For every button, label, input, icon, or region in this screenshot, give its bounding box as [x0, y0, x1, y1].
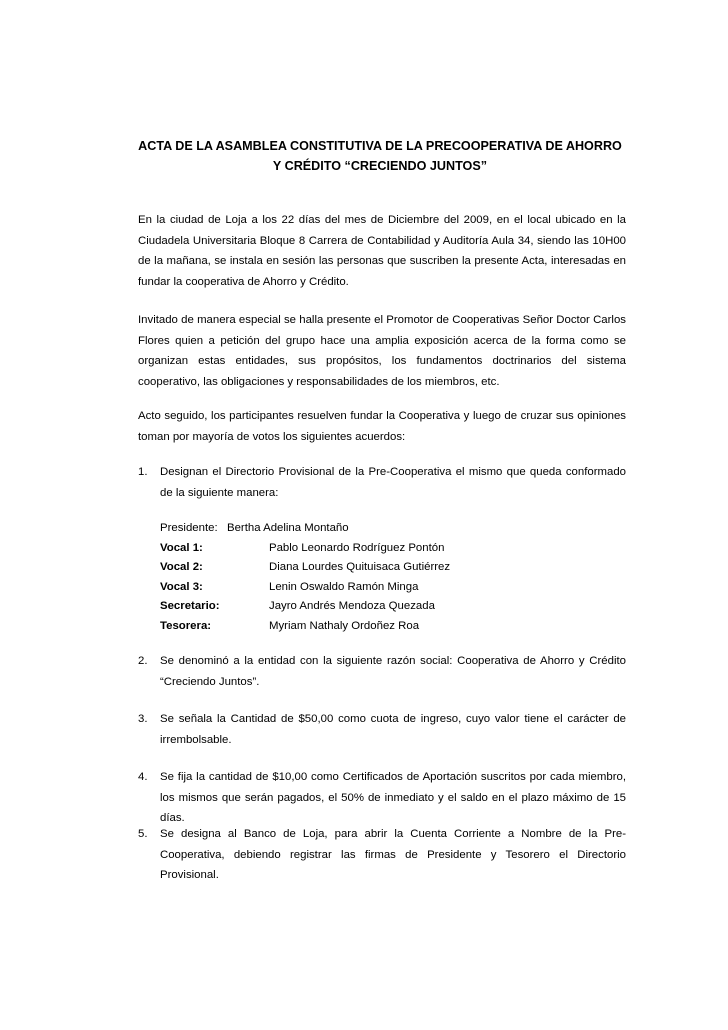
document-title-line-2: Y CRÉDITO “CRECIENDO JUNTOS”	[272, 159, 488, 173]
board-member-name: Lenin Oswaldo Ramón Minga	[269, 580, 419, 593]
agreement-number: 3.	[138, 713, 148, 725]
agreement-text: Designan el Directorio Provisional de la Pre-Cooperativa el mismo que queda conformado de la siguiente manera:	[160, 466, 626, 499]
board-member-name: Diana Lourdes Quituisaca Gutiérrez	[269, 561, 451, 574]
board-member-name: Bertha Adelina Montaño	[227, 522, 349, 534]
board-role: Vocal 2:	[160, 561, 203, 574]
agreement-text: Se designa al Banco de Loja, para abrir la Cuenta Corriente a Nombre de la Pre-Cooperativa, debiendo registrar las firmas de Presidente y Tesorero el Directorio Provisional.	[160, 828, 626, 881]
board-role: Presidente:	[160, 522, 218, 534]
board-role: Vocal 3:	[160, 580, 203, 593]
agreement-text: Se fija la cantidad de $10,00 como Certificados de Aportación suscritos por cada miembro, los mismos que serán pagados, el 50% de inmediato y el saldo en el plazo máximo de 15 días.	[160, 771, 626, 824]
board-member-name: Jayro Andrés Mendoza Quezada	[269, 600, 435, 613]
board-member-row	[160, 578, 620, 598]
document-title-line-1: ACTA DE LA ASAMBLEA CONSTITUTIVA DE LA PRECOOPERATIVA DE AHORRO	[138, 139, 622, 153]
paragraph-promoter: Invitado de manera especial se halla presente el Promotor de Cooperativas Señor Doctor Carlos Flores quien a petición del grupo hace una amplia exposición acerca de la forma como se organizan estas entidades, sus propósitos, los fundamentos doctrinarios del sistema cooperativo, las obligaciones y responsabilidades de los miembros, etc.	[138, 314, 626, 388]
agreement-number: 5.	[138, 828, 148, 840]
board-member-row	[160, 539, 620, 559]
board-role: Secretario:	[160, 600, 220, 613]
agreement-number: 2.	[138, 655, 148, 667]
board-member-name: Myriam Nathaly Ordoñez Roa	[269, 619, 420, 632]
board-member-row	[160, 617, 620, 637]
agreement-text: Se señala la Cantidad de $50,00 como cuota de ingreso, cuyo valor tiene el carácter de irrembolsable.	[160, 713, 626, 746]
agreement-text: Se denominó a la entidad con la siguiente razón social: Cooperativa de Ahorro y Crédito “Creciendo Juntos”.	[160, 655, 626, 688]
agreement-number: 1.	[138, 466, 148, 478]
board-member-row	[160, 558, 620, 578]
board-member-row	[160, 519, 620, 539]
provisional-board-list	[160, 519, 620, 637]
agreement-number: 4.	[138, 771, 148, 783]
board-member-row	[160, 597, 620, 617]
board-member-name: Pablo Leonardo Rodríguez Pontón	[269, 541, 445, 554]
paragraph-agreements-intro: Acto seguido, los participantes resuelven fundar la Cooperativa y luego de cruzar sus opiniones toman por mayoría de votos los siguientes acuerdos:	[138, 410, 626, 443]
board-role: Vocal 1:	[160, 541, 203, 554]
board-role: Tesorera:	[160, 619, 212, 632]
paragraph-opening: En la ciudad de Loja a los 22 días del mes de Diciembre del 2009, en el local ubicado en la Ciudadela Universitaria Bloque 8 Carrera de Contabilidad y Auditoría Aula 34, siendo las 10H00 de la mañana, se instala en sesión las personas que suscriben la presente Acta, interesadas en fundar la cooperativa de Ahorro y Crédito.	[138, 214, 626, 288]
